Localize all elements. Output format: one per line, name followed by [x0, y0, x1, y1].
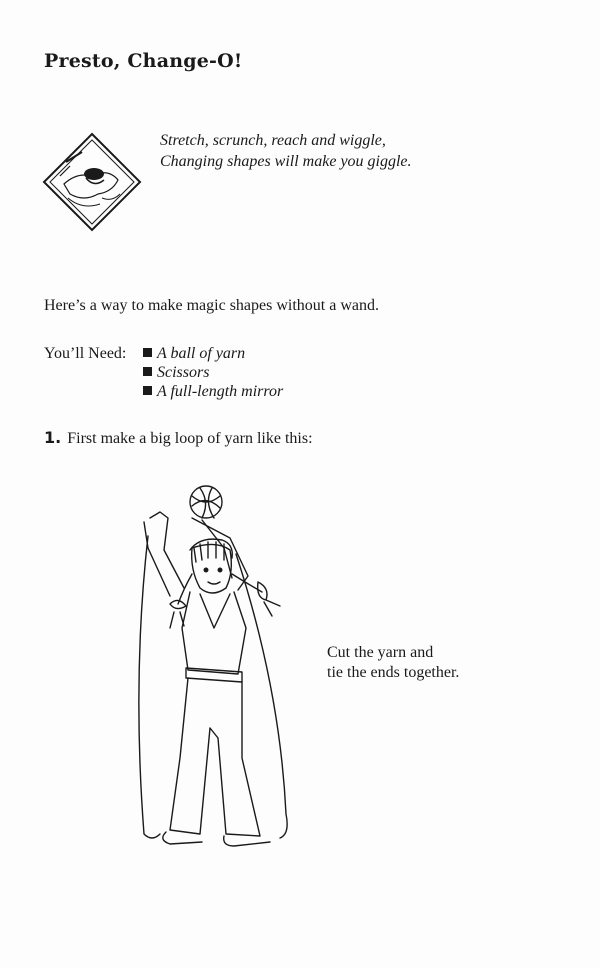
square-bullet-icon	[143, 367, 152, 376]
step-1	[44, 428, 313, 448]
supplies-label: You’ll Need:	[44, 345, 127, 362]
supplies-list	[143, 344, 283, 401]
page-title: Presto, Change-O!	[44, 50, 243, 72]
intro-text: Here’s a way to make magic shapes without a wand.	[44, 297, 380, 314]
square-bullet-icon	[143, 386, 152, 395]
list-item	[143, 363, 283, 382]
list-item	[143, 344, 283, 363]
square-bullet-icon	[143, 348, 152, 357]
supply-item-label: Scissors	[157, 364, 210, 381]
poem	[160, 130, 412, 172]
girl-holding-yarn-loop-illustration	[130, 478, 320, 858]
supply-item-label: A ball of yarn	[157, 345, 246, 362]
illustration-caption	[327, 643, 459, 683]
step-text: First make a big loop of yarn like this:	[67, 430, 313, 447]
step-number: 1.	[44, 428, 62, 447]
character-diamond-badge-icon	[42, 132, 142, 232]
poem-line-1: Stretch, scrunch, reach and wiggle,	[160, 132, 386, 149]
caption-line-1: Cut the yarn and	[327, 644, 434, 661]
caption-line-2: tie the ends together.	[327, 664, 460, 681]
list-item	[143, 382, 283, 401]
poem-line-2: Changing shapes will make you giggle.	[160, 153, 412, 170]
supply-item-label: A full-length mirror	[157, 383, 284, 400]
